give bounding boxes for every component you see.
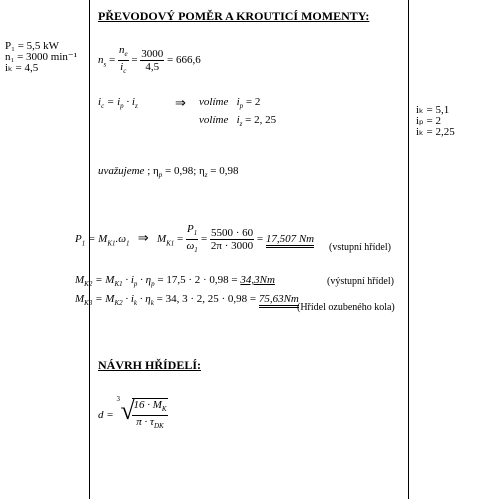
sub: z xyxy=(134,102,138,111)
sub: s xyxy=(103,60,107,69)
var-n: n xyxy=(98,54,104,67)
equation-mk3 xyxy=(75,293,299,307)
result-mk2: 34,3Nm xyxy=(240,274,275,286)
cube-root xyxy=(116,395,167,432)
var: i xyxy=(236,114,240,126)
sub: p xyxy=(158,171,163,180)
term: = M xyxy=(95,293,115,305)
radical-sign: √ xyxy=(120,396,135,425)
root-index: 3 xyxy=(116,395,120,403)
result: = 666,6 xyxy=(167,54,201,67)
choice-iz xyxy=(199,114,276,128)
sub: p xyxy=(120,102,124,111)
equation-mk1 xyxy=(75,223,314,256)
term: · i xyxy=(125,274,134,286)
value: = 0,98; η xyxy=(165,165,205,177)
margin-line: iₖ = 4,5 xyxy=(5,62,39,74)
equals: = xyxy=(200,233,208,246)
sub: K1 xyxy=(107,239,116,248)
margin-line: iₖ = 5,1 xyxy=(416,104,450,116)
frac-den: i xyxy=(120,61,124,74)
margin-line: P₁ = 5,5 kW xyxy=(5,40,60,52)
equation-diameter xyxy=(98,395,168,432)
sub: 1 xyxy=(194,246,198,255)
choice-ip xyxy=(199,96,260,110)
fraction xyxy=(132,398,167,432)
fraction xyxy=(210,227,254,252)
word: uvažujeme xyxy=(98,165,145,177)
sub: K1 xyxy=(114,280,123,289)
implies-arrow: ⇒ xyxy=(175,95,186,110)
sub: z xyxy=(204,171,208,180)
word: volíme xyxy=(199,96,229,108)
var-p: P xyxy=(75,233,82,246)
sub: c xyxy=(101,102,105,111)
right-page-border xyxy=(408,0,409,499)
sub: p xyxy=(151,280,155,289)
sub: 1 xyxy=(81,239,86,248)
equation-gear-ratio xyxy=(98,96,138,110)
sub: K2 xyxy=(84,280,93,289)
section-heading-ratios: PŘEVODOVÝ POMĚR A KROUTICÍ MOMENTY: xyxy=(98,9,370,23)
sub: p xyxy=(133,280,138,289)
sub: p xyxy=(239,102,244,111)
term: · η xyxy=(139,293,151,305)
var-i: i xyxy=(98,96,102,108)
value: = 2 xyxy=(245,96,261,108)
frac-den: 4,5 xyxy=(145,61,160,74)
sub: K1 xyxy=(166,239,175,248)
frac-den: π · τ xyxy=(136,416,154,429)
left-margin-notes xyxy=(5,41,77,74)
sub: e xyxy=(124,50,128,59)
sub: k xyxy=(133,299,138,308)
var-d: d = xyxy=(98,409,114,422)
sub: k xyxy=(150,299,154,308)
fraction xyxy=(118,44,129,77)
sub: 1 xyxy=(126,239,130,248)
equals: = xyxy=(177,233,184,246)
sub: c xyxy=(123,67,127,76)
equation-mk2 xyxy=(75,274,275,288)
frac-num: 5500 · 60 xyxy=(210,227,254,240)
calculation: = 34, 3 · 2, 25 · 0,98 = xyxy=(156,293,257,305)
margin-line: iₚ = 2 xyxy=(416,115,441,127)
eta: ; η xyxy=(147,165,159,177)
fraction xyxy=(186,223,198,256)
word: volíme xyxy=(199,114,229,126)
sub: K2 xyxy=(114,299,123,308)
frac-den: 2π · 3000 xyxy=(210,240,254,253)
frac-num: P xyxy=(187,223,194,235)
note-gear-shaft: (Hřídel ozubeného kola) xyxy=(297,302,395,313)
margin-line: n₁ = 3000 min⁻¹ xyxy=(5,51,78,63)
value: = 2, 25 xyxy=(245,114,277,126)
frac-num: n xyxy=(118,44,125,56)
equation-efficiency xyxy=(98,165,238,179)
frac-den: ω xyxy=(186,240,195,253)
note-input-shaft: (vstupní hřídel) xyxy=(329,242,391,253)
frac-num: 3000 xyxy=(141,48,164,61)
var: i xyxy=(236,96,240,108)
term: .ω xyxy=(115,233,127,246)
right-margin-notes xyxy=(416,105,455,138)
sub: K xyxy=(161,405,167,414)
sub: K3 xyxy=(84,299,93,308)
term: · η xyxy=(140,274,152,286)
rhs: · i xyxy=(126,96,135,108)
sub: DK xyxy=(153,422,164,431)
sub: z xyxy=(239,120,243,129)
frac-num: 16 · M xyxy=(133,399,162,411)
result-mk3: 75,63Nm xyxy=(259,293,299,308)
value: = 0,98 xyxy=(210,165,239,177)
rhs: = i xyxy=(106,96,121,108)
margin-line: iₖ = 2,25 xyxy=(416,126,455,138)
equation-output-speed: $n_s$ = $\frac{n_e}{i_c}$ = $\frac{3000}{4,5}$ = 666,6 xyxy=(98,44,201,76)
term: = M xyxy=(87,233,108,246)
result-mk1: 17,507 Nm xyxy=(266,233,314,248)
term: · i xyxy=(125,293,134,305)
section-heading-shaft-design: NÁVRH HŘÍDELÍ: xyxy=(98,358,202,372)
implies-arrow: ⇒ xyxy=(137,230,149,246)
equals: = xyxy=(256,233,264,246)
note-output-shaft: (výstupní hřídel) xyxy=(327,276,394,287)
var-m: M xyxy=(75,274,85,286)
var-m: M xyxy=(156,233,167,246)
var-m: M xyxy=(75,293,85,305)
sub: 1 xyxy=(193,229,198,238)
fraction xyxy=(140,48,164,73)
term: = M xyxy=(95,274,115,286)
calculation: = 17,5 · 2 · 0,98 = xyxy=(157,274,238,286)
